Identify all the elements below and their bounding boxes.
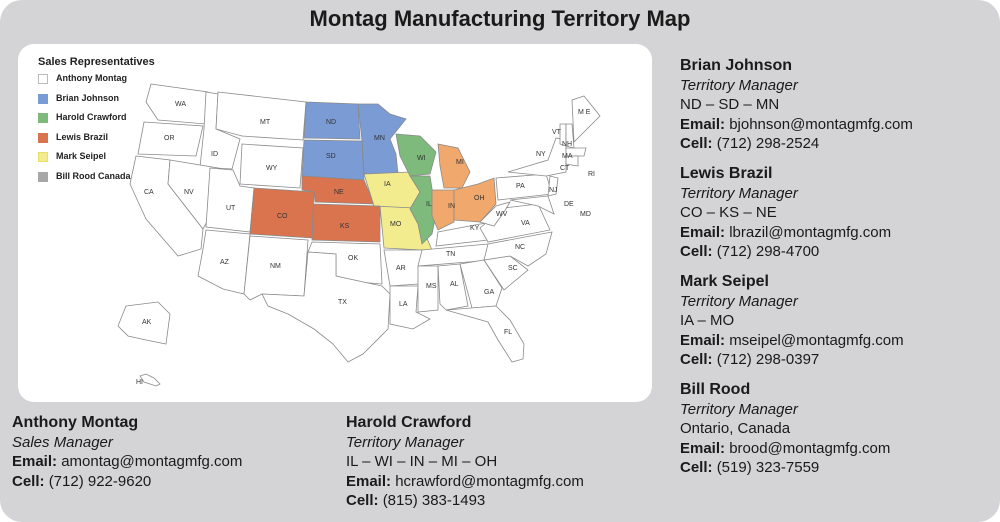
email-label: Email: (346, 472, 392, 490)
state-label-or: OR (164, 135, 175, 142)
contact-cell-row (680, 134, 913, 154)
state-label-nc: NC (515, 244, 526, 251)
state-label-ok: OK (348, 255, 359, 262)
state-label-al: AL (450, 281, 459, 288)
legend-label: Bill Rood Canada (56, 170, 131, 181)
state-label-wi: WI (417, 155, 426, 162)
state-label-tx: TX (338, 299, 347, 306)
state-label-fl: FL (504, 329, 513, 336)
contact-email-row (346, 472, 584, 492)
legend-item-brian (38, 93, 155, 113)
contact-territory: Ontario, Canada (680, 420, 791, 437)
cell-label: Cell: (680, 459, 713, 476)
email-label: Email: (680, 115, 726, 133)
contact-lewis-brazil (680, 164, 891, 262)
legend-swatch (38, 172, 48, 182)
contact-territory: IA – MO (680, 312, 735, 329)
contact-role: Territory Manager (680, 400, 798, 418)
state-label-nv: NV (184, 189, 194, 196)
contact-name: Mark Seipel (680, 273, 769, 290)
state-label-az: AZ (220, 259, 229, 266)
email-label: Email: (680, 439, 726, 457)
contact-email[interactable]: brood@montagmfg.com (729, 439, 891, 457)
state-label-il: IL (426, 201, 432, 208)
contact-name: Brian Johnson (680, 57, 793, 74)
state-label-ak: AK (142, 319, 152, 326)
legend-swatch (38, 133, 48, 143)
contact-territory: CO – KS – NE (680, 204, 777, 221)
contact-brian-johnson (680, 56, 913, 154)
state-label-ar: AR (396, 265, 406, 272)
contact-email-row (680, 115, 913, 135)
email-label: Email: (12, 453, 58, 470)
contact-role: Territory Manager (680, 292, 798, 310)
contact-cell: (712) 298-0397 (716, 351, 820, 368)
state-label-ia: IA (384, 181, 391, 188)
contact-bill-rood (680, 380, 890, 478)
state-hi (140, 374, 160, 386)
legend-item-lewis (38, 132, 155, 152)
contact-cell: (712) 922-9620 (48, 472, 152, 490)
territory-map (18, 44, 652, 402)
contact-email[interactable]: lbrazil@montagmfg.com (729, 223, 892, 241)
legend-label: Mark Seipel (56, 151, 107, 161)
state-label-la: LA (399, 301, 408, 308)
cell-label: Cell: (680, 351, 713, 368)
contact-email-row (12, 452, 242, 472)
state-label-mn: MN (374, 135, 385, 142)
state-label-wy: WY (266, 165, 278, 172)
cell-label: Cell: (346, 492, 379, 509)
contact-cell-row (346, 491, 584, 511)
contact-role: Territory Manager (680, 184, 798, 202)
legend-swatch (38, 94, 48, 104)
contact-anthony-montag (12, 413, 242, 491)
contact-email[interactable]: mseipel@montagmfg.com (729, 331, 904, 349)
legend-label: Anthony Montag (56, 73, 127, 83)
state-label-nh: NH (562, 141, 573, 148)
state-label-ga: GA (484, 289, 495, 296)
state-label-nd: ND (326, 119, 337, 126)
state-me (572, 96, 600, 142)
legend (38, 56, 155, 190)
state-label-ri: RI (588, 171, 595, 178)
contact-role: Territory Manager (680, 76, 798, 94)
contact-email[interactable]: amontag@montagmfg.com (61, 453, 243, 470)
state-label-ms: MS (426, 283, 437, 290)
contact-cell: (712) 298-4700 (716, 243, 820, 260)
state-label-ca: CA (144, 189, 154, 196)
state-label-nm: NM (270, 263, 281, 270)
contact-email-row (680, 331, 904, 351)
state-label-id: ID (211, 151, 218, 158)
contact-cell: (815) 383-1493 (382, 492, 486, 509)
contact-harold-crawford (346, 413, 584, 511)
state-label-ct: CT (560, 165, 570, 172)
legend-item-anthony (38, 73, 155, 93)
state-label-md: MD (580, 211, 591, 218)
contact-name: Lewis Brazil (680, 165, 773, 182)
state-label-mo: MO (390, 221, 402, 228)
state-label-me: M E (578, 109, 591, 116)
legend-swatch (38, 113, 48, 123)
contact-cell-row (680, 458, 890, 478)
state-label-ut: UT (226, 205, 236, 212)
state-label-ne: NE (334, 189, 344, 196)
state-fl (446, 306, 524, 362)
state-label-oh: OH (474, 195, 485, 202)
state-label-de: DE (564, 201, 574, 208)
state-label-ky: KY (470, 225, 480, 232)
contact-email-row (680, 439, 890, 459)
state-label-nj: NJ (549, 187, 558, 194)
contact-cell: (712) 298-2524 (716, 135, 820, 152)
contact-email[interactable]: bjohnson@montagmfg.com (729, 115, 913, 133)
state-label-tn: TN (446, 251, 456, 258)
legend-item-bill (38, 171, 155, 191)
legend-swatch (38, 74, 48, 84)
state-label-pa: PA (516, 183, 525, 190)
state-label-ks: KS (340, 223, 350, 230)
page-title: Montag Manufacturing Territory Map (309, 6, 691, 31)
legend-label: Harold Crawford (56, 112, 127, 122)
contact-role: Territory Manager (346, 433, 464, 451)
state-label-sd: SD (326, 153, 336, 160)
state-label-mi: MI (456, 159, 464, 166)
email-label: Email: (680, 331, 726, 349)
contact-email-row (680, 223, 891, 243)
cell-label: Cell: (12, 472, 45, 490)
cell-label: Cell: (680, 135, 713, 152)
contact-email[interactable]: hcrawford@montagmfg.com (395, 472, 584, 490)
state-mi (438, 144, 470, 188)
contact-cell-row (680, 242, 891, 262)
contact-name: Bill Rood (680, 381, 751, 398)
email-label: Email: (680, 223, 726, 241)
contact-cell-row (680, 350, 904, 370)
state-label-ma: MA (562, 153, 573, 160)
state-label-wv: WV (496, 211, 508, 218)
state-label-mt: MT (260, 119, 271, 126)
state-label-co: CO (277, 213, 288, 220)
state-label-sc: SC (508, 265, 518, 272)
legend-item-mark (38, 151, 155, 171)
contact-mark-seipel (680, 272, 904, 370)
contact-role: Sales Manager (12, 433, 113, 451)
contact-name: Harold Crawford (346, 414, 472, 431)
contact-territory: ND – SD – MN (680, 96, 780, 113)
state-wi (396, 134, 436, 176)
state-label-in: IN (448, 203, 455, 210)
contact-territory: IL – WI – IN – MI – OH (346, 453, 498, 470)
state-in (432, 190, 454, 230)
cell-label: Cell: (680, 243, 713, 260)
legend-swatch (38, 152, 48, 162)
legend-label: Lewis Brazil (56, 131, 109, 142)
legend-item-harold (38, 112, 155, 132)
contact-cell-row (12, 472, 242, 492)
state-label-vt: VT (552, 129, 561, 136)
state-label-va: VA (521, 220, 530, 227)
state-mt (216, 92, 306, 140)
state-sd (302, 140, 364, 180)
state-label-ny: NY (536, 151, 546, 158)
legend-title: Sales Representatives (38, 56, 155, 68)
contact-name: Anthony Montag (12, 414, 139, 431)
state-label-hi: HI (136, 379, 143, 386)
contact-cell: (519) 323-7559 (716, 459, 820, 476)
state-label-wa: WA (175, 101, 187, 108)
legend-label: Brian Johnson (56, 92, 120, 103)
